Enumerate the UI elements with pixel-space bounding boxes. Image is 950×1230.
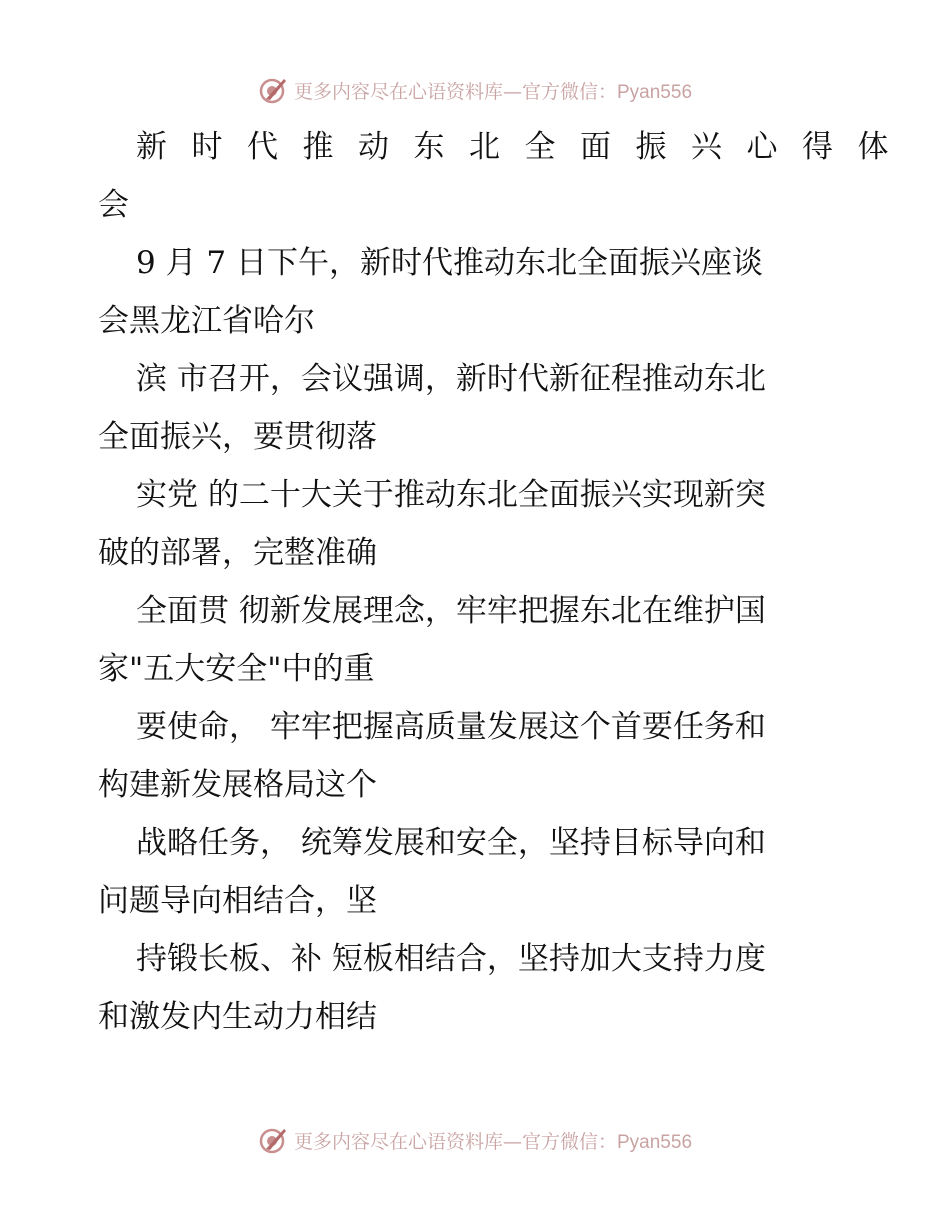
wechat-id: Pyan556 bbox=[617, 1131, 693, 1153]
watermark-text: 更多内容尽在心语资料库—官方微信：Pyan556 bbox=[293, 1130, 693, 1153]
watermark-header bbox=[0, 70, 950, 110]
paragraph-line: 持锻长板、补 短板相结合，坚持加大支持力度 bbox=[136, 941, 766, 977]
paragraph-line: 和激发内生动力相结 bbox=[98, 999, 377, 1035]
paragraph-line: 全面贯 彻新发展理念，牢牢把握东北在维护国 bbox=[136, 593, 766, 629]
document-body bbox=[98, 118, 913, 1046]
wechat-id: Pyan556 bbox=[617, 81, 693, 103]
paragraph-line: 会黑龙江省哈尔 bbox=[98, 303, 315, 339]
paragraph-line: 实党 的二十大关于推动东北全面振兴实现新突 bbox=[136, 477, 766, 513]
watermark-text: 更多内容尽在心语资料库—官方微信：Pyan556 bbox=[293, 80, 693, 103]
paragraph-line: 要使命， 牢牢把握高质量发展这个首要任务和 bbox=[136, 709, 766, 745]
paragraph-line: 战略任务， 统筹发展和安全，坚持目标导向和 bbox=[136, 825, 766, 861]
paragraph-line: 破的部署，完整准确 bbox=[98, 535, 377, 571]
paragraph-line: 全面振兴，要贯彻落 bbox=[98, 419, 377, 455]
document-title: 新时代推动东北全面振兴心得体 bbox=[136, 129, 913, 165]
quill-logo-icon bbox=[258, 1125, 288, 1155]
document-title-continued: 会 bbox=[98, 187, 129, 223]
paragraph-line: 9 月 7 日下午，新时代推动东北全面振兴座谈 bbox=[136, 245, 764, 281]
watermark-footer bbox=[0, 1120, 950, 1160]
paragraph-line: 构建新发展格局这个 bbox=[98, 767, 377, 803]
paragraph-line: 滨 市召开，会议强调，新时代新征程推动东北 bbox=[136, 361, 766, 397]
paragraph-line: 家"五大安全"中的重 bbox=[98, 651, 375, 687]
paragraph-line: 问题导向相结合，坚 bbox=[98, 883, 377, 919]
quill-logo-icon bbox=[258, 75, 288, 105]
